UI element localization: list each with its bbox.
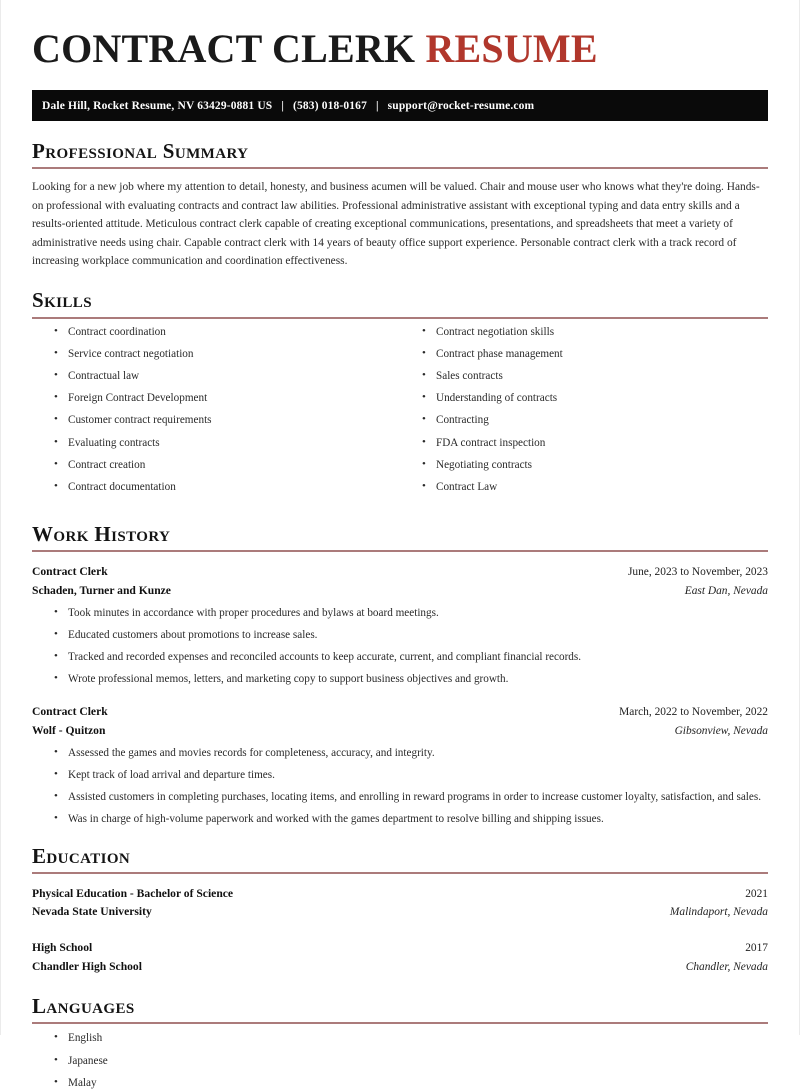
language-item: • English xyxy=(54,1033,768,1044)
job-location: East Dan, Nevada xyxy=(684,584,768,597)
education-entry xyxy=(32,939,768,976)
work-history-entry xyxy=(32,563,768,685)
section-divider xyxy=(32,550,768,552)
section-divider xyxy=(32,872,768,874)
page-title xyxy=(32,0,768,72)
job-dates: June, 2023 to November, 2023 xyxy=(627,566,768,579)
skill-item: • Contract phase management xyxy=(422,349,768,360)
work-entry-title-row xyxy=(32,703,768,722)
company-name: Wolf - Quitzon xyxy=(32,724,106,738)
work-entry-company-row xyxy=(32,722,768,741)
section-heading-languages: Languages xyxy=(32,994,135,1019)
skill-item: • Foreign Contract Development xyxy=(54,393,400,404)
work-entry-company-row xyxy=(32,582,768,601)
contact-address: Dale Hill, Rocket Resume, NV 63429-0881 US xyxy=(42,99,273,112)
job-duty-item: • Assisted customers in completing purchases, locating items, and enrolling in reward programs in order to increase customer loyalty, satisfaction, and sales. xyxy=(54,792,768,803)
degree-name: Physical Education - Bachelor of Science xyxy=(32,886,234,900)
skill-item: • Contract Law xyxy=(422,482,768,493)
skill-item: • Service contract negotiation xyxy=(54,349,400,360)
skill-item: • Sales contracts xyxy=(422,371,768,382)
job-title: Contract Clerk xyxy=(32,705,108,719)
job-dates: March, 2022 to November, 2022 xyxy=(619,706,768,719)
section-heading-professional-summary: Professional Summary xyxy=(32,139,249,163)
job-duty-item: • Assessed the games and movies records for completeness, accuracy, and integrity. xyxy=(54,748,768,759)
skills-column-left xyxy=(32,327,400,505)
company-name: Schaden, Turner and Kunze xyxy=(32,583,171,597)
contact-email[interactable]: support@rocket-resume.com xyxy=(387,99,535,112)
school-location: Malindaport, Nevada xyxy=(669,906,768,919)
section-heading-work-history: Work History xyxy=(32,522,171,547)
job-duty-item: • Educated customers about promotions to increase sales. xyxy=(54,630,768,641)
work-history-entry xyxy=(32,703,768,825)
section-divider xyxy=(32,167,768,169)
skill-item: • Contract creation xyxy=(54,460,400,471)
education-school-row xyxy=(32,903,768,922)
section-work-history xyxy=(32,523,768,825)
job-duties-list xyxy=(32,608,768,686)
job-duties-list xyxy=(32,748,768,826)
school-name: Chandler High School xyxy=(32,959,142,973)
job-duty-item: • Took minutes in accordance with proper procedures and bylaws at board meetings. xyxy=(54,608,768,619)
page-title-main: CONTRACT CLERK xyxy=(32,26,426,71)
contact-separator-1: | xyxy=(281,99,285,112)
job-duty-item: • Kept track of load arrival and departure times. xyxy=(54,770,768,781)
degree-name: High School xyxy=(32,941,93,954)
skill-item: • FDA contract inspection xyxy=(422,438,768,449)
job-duty-item: • Was in charge of high-volume paperwork and worked with the games department to resolve billing and shipping issues. xyxy=(54,814,768,825)
section-heading-education: Education xyxy=(32,843,131,868)
skill-item: • Customer contract requirements xyxy=(54,415,400,426)
school-location: Chandler, Nevada xyxy=(685,960,768,973)
education-degree-row xyxy=(32,885,768,904)
education-school-row xyxy=(32,958,768,977)
professional-summary-text: Looking for a new job where my attention to detail, honesty, and business acumen will be valued. Chair and mouse user who knows what they're doing. Hands-on professional with evaluating contracts and contract law abilities. Professional administrative assistant with exceptional typing and data entry skills and a results-oriented attitude. Meticulous contract clerk capable of creating exceptional communications, presentations, and spreadsheets that meet a variety of administrative needs using chair. Capable contract clerk with 14 years of beauty office support experience. Personable contract clerk with a track record of increasing workplace communication and coordination effectiveness. xyxy=(32,181,760,267)
skill-item: • Contractual law xyxy=(54,371,400,382)
graduation-year: 2017 xyxy=(745,942,768,954)
contact-separator-2: | xyxy=(375,99,379,112)
contact-phone[interactable]: (583) 018-0167 xyxy=(293,99,367,112)
work-entry-title-row xyxy=(32,563,768,582)
contact-bar xyxy=(32,90,768,121)
skill-item: • Contract documentation xyxy=(54,482,400,493)
skills-column-right xyxy=(400,327,768,505)
job-title: Contract Clerk xyxy=(32,565,108,579)
skill-item: • Contract negotiation skills xyxy=(422,327,768,338)
skill-item: • Understanding of contracts xyxy=(422,393,768,404)
skill-item: • Contract coordination xyxy=(54,327,400,338)
section-heading-skills: Skills xyxy=(32,288,92,313)
education-degree-row xyxy=(32,939,768,958)
school-name: Nevada State University xyxy=(32,905,152,919)
job-location: Gibsonview, Nevada xyxy=(674,725,768,738)
skills-columns xyxy=(32,327,768,505)
graduation-year: 2021 xyxy=(745,887,768,900)
languages-list xyxy=(32,1033,768,1089)
job-duty-item: • Wrote professional memos, letters, and marketing copy to support business objectives and growth. xyxy=(54,674,768,685)
page-title-accent: RESUME xyxy=(425,26,598,71)
language-item: • Japanese xyxy=(54,1056,768,1067)
skill-item: • Evaluating contracts xyxy=(54,438,400,449)
skill-item: • Contracting xyxy=(422,415,768,426)
section-education xyxy=(32,845,768,977)
work-history-entries xyxy=(32,563,768,825)
section-divider xyxy=(32,317,768,319)
language-item: • Malay xyxy=(54,1078,768,1089)
skills-list-right xyxy=(400,327,768,494)
education-entries xyxy=(32,885,768,977)
languages-list-wrapper xyxy=(32,1033,768,1089)
section-skills xyxy=(32,289,768,504)
job-duty-item: • Tracked and recorded expenses and reconciled accounts to keep accurate, current, and compliant financial records. xyxy=(54,652,768,663)
section-languages xyxy=(32,995,768,1089)
skill-item: • Negotiating contracts xyxy=(422,460,768,471)
section-professional-summary xyxy=(32,140,768,270)
education-entry xyxy=(32,885,768,922)
skills-list-left xyxy=(32,327,400,494)
section-divider xyxy=(32,1022,768,1024)
